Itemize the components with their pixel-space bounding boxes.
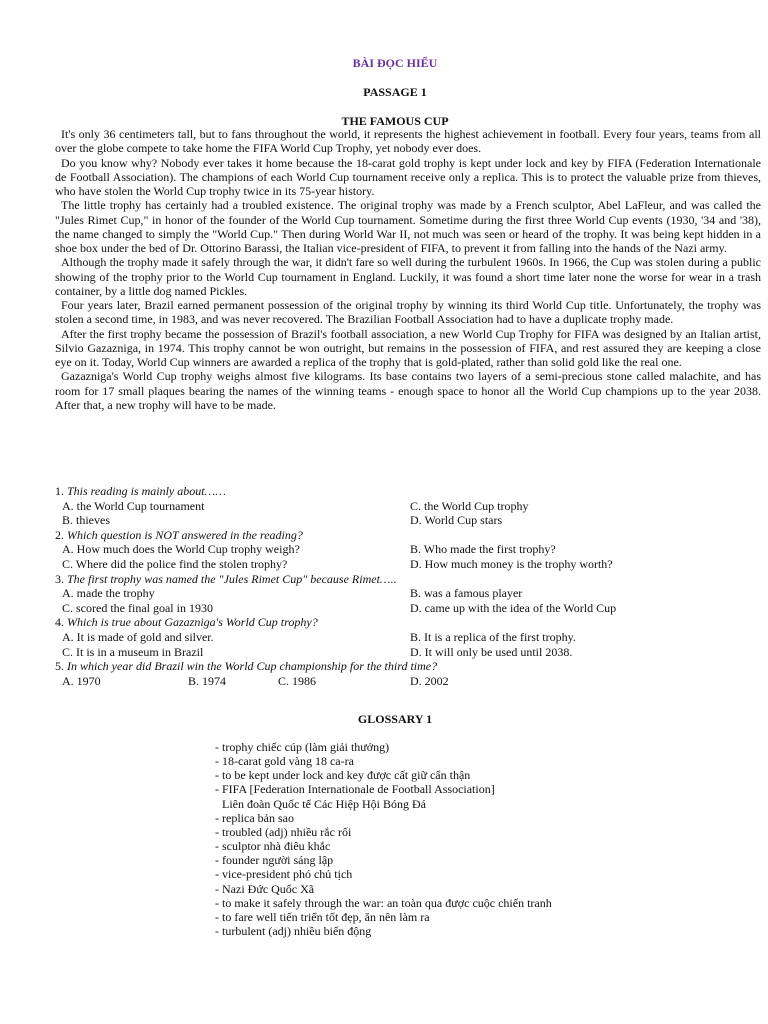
option-row	[55, 586, 761, 601]
question-text: Which question is NOT answered in the reading?	[67, 527, 303, 542]
glossary-item: - sculptor nhà điêu khắc	[215, 839, 331, 854]
option-row	[55, 674, 761, 689]
glossary-list	[215, 740, 715, 938]
answer-option: C. scored the final goal in 1930	[62, 600, 213, 615]
answer-option: B. thieves	[62, 513, 110, 528]
paragraph: It's only 36 centimeters tall, but to fans throughout the world, it represents the highest achievement in football. Every four years, teams from all over the globe compete to take home the FIFA World Cup Trophy, yet nobody ever does.	[55, 127, 761, 156]
answer-option: B. was a famous player	[410, 586, 523, 601]
question-number: 3.	[55, 571, 64, 586]
question	[55, 615, 761, 630]
option-row	[55, 513, 761, 528]
answer-option: D. World Cup stars	[410, 513, 503, 528]
question-number: 1.	[55, 484, 64, 498]
question	[55, 659, 761, 674]
question-text: This reading is mainly about……	[67, 484, 226, 498]
glossary-item: - to make it safely through the war: an toàn qua được cuộc chiến tranh	[215, 895, 552, 910]
document-title: BÀI ĐỌC HIỂU	[352, 56, 438, 70]
glossary-item: - 18-carat gold vàng 18 ca-ra	[215, 754, 354, 769]
paragraph: Although the trophy made it safely through the war, it didn't fare so well during the turbulent 1960s. In 1966, the Cup was stolen during a public showing of the trophy prior to the World Cup tournament in England. Luckily, it was found a short time later none the worse for wear in a trash container, by a little dog named Pickles.	[55, 255, 761, 298]
answer-option: A. It is made of gold and silver.	[62, 629, 214, 644]
paragraph: The little trophy has certainly had a troubled existence. The original trophy was made by a French sculptor, Abel LaFleur, and was called the "Jules Rimet Cup," in honor of the founder of the World Cup tournament. Sometime during the first three World Cup events (1930, '34 and '38), the name changed to simply the "World Cup." Then during World War II, not much was seen or heard of the trophy. It was being kept hidden in a shoe box under the bed of Dr. Ottorino Barassi, the Italian vice-president of FIFA, to prevent it from falling into the hands of the Nazi army.	[55, 198, 761, 255]
answer-option: A. the World Cup tournament	[62, 498, 205, 513]
glossary-item: - replica bản sao	[215, 810, 294, 825]
answer-option: D. How much money is the trophy worth?	[410, 556, 613, 571]
answer-option: B. Who made the first trophy?	[410, 542, 556, 557]
answer-option: D. came up with the idea of the World Cup	[410, 600, 617, 615]
question-number: 4.	[55, 615, 64, 630]
paragraph: Four years later, Brazil earned permanent possession of the original trophy by winning its third World Cup title. Unfortunately, the trophy was stolen a second time, in 1983, and was never recovered. The Brazilian Football Association had to have a duplicate trophy made.	[55, 298, 761, 327]
passage-title: THE FAMOUS CUP	[341, 114, 449, 128]
question	[55, 484, 761, 499]
glossary-title: GLOSSARY 1	[357, 712, 433, 726]
option-row	[55, 630, 761, 645]
glossary-item: - trophy chiếc cúp (làm giải thưởng)	[215, 740, 390, 754]
glossary-item: - to fare well tiến triển tốt đẹp, ăn nên làm ra	[215, 909, 430, 924]
question-list	[55, 484, 761, 688]
answer-option: D. 2002	[410, 673, 449, 688]
reading-passage	[55, 127, 761, 412]
question-number: 5.	[55, 659, 64, 674]
answer-option: B. 1974	[188, 673, 227, 688]
paragraph: Do you know why? Nobody ever takes it home because the 18-carat gold trophy is kept under lock and key by FIFA (Federation Internationale de Football Association). The champions of each World Cup tournament receive only a replica. This is to protect the valuable prize from thieves, who have stolen the World Cup trophy twice in its 75-year history.	[55, 155, 761, 198]
answer-option: C. the World Cup trophy	[410, 498, 529, 513]
paragraph: Gazaznigа's World Cup trophy weighs almost five kilograms. Its base contains two layers of a semi-precious stone called malachite, and has room for 17 small plaques bearing the names of the winning teams - enough space to honor all the World Cup champions up to the year 2038. After that, a new trophy will have to be made.	[55, 369, 761, 412]
glossary-item: - FIFA [Federation Internationale de Football Association]	[215, 782, 495, 797]
glossary-item: - vice-president phó chủ tịch	[215, 867, 353, 882]
question	[55, 572, 761, 587]
passage-label: PASSAGE 1	[363, 85, 427, 99]
answer-option: C. 1986	[278, 673, 317, 688]
question-text: Which is true about Gazazniga's World Cup trophy?	[67, 615, 318, 630]
question-text: The first trophy was named the "Jules Rimet Cup" because Rimet…..	[67, 571, 397, 586]
option-row	[55, 601, 761, 616]
answer-option: C. Where did the police find the stolen trophy?	[62, 556, 288, 571]
glossary-item: - turbulent (adj) nhiều biến động	[215, 924, 372, 939]
answer-option: A. How much does the World Cup trophy weigh?	[62, 542, 300, 557]
question	[55, 528, 761, 543]
glossary-item: Liên đoàn Quốc tế Các Hiệp Hội Bóng Đá	[222, 796, 426, 811]
glossary-item: - Nazi Đức Quốc Xã	[215, 881, 315, 896]
glossary-item: - founder người sáng lập	[215, 853, 334, 868]
option-row	[55, 645, 761, 660]
glossary-item: - troubled (adj) nhiều rắc rối	[215, 824, 352, 839]
answer-option: D. It will only be used until 2038.	[410, 644, 573, 659]
paragraph: After the first trophy became the possession of Brazil's football association, a new World Cup Trophy for FIFA was designed by an Italian artist, Silvio Gazazniga, in 1974. This trophy cannot be won outright, but remains in the possession of FIFA, and rest assured they are keeping a close eye on it. Today, World Cup winners are awarded a replica of the trophy that is gold-plated, rather than solid gold like the real one.	[55, 326, 761, 369]
answer-option: A. made the trophy	[62, 586, 155, 601]
answer-option: A. 1970	[62, 673, 101, 688]
answer-option: B. It is a replica of the first trophy.	[410, 629, 576, 644]
option-row	[55, 542, 761, 557]
option-row	[55, 499, 761, 514]
answer-option: C. It is in a museum in Brazil	[62, 644, 204, 659]
option-row	[55, 557, 761, 572]
glossary-item: - to be kept under lock and key được cất giữ cẩn thận	[215, 768, 471, 783]
question-number: 2.	[55, 527, 64, 542]
question-text: In which year did Brazil win the World Cup championship for the third time?	[67, 659, 438, 674]
